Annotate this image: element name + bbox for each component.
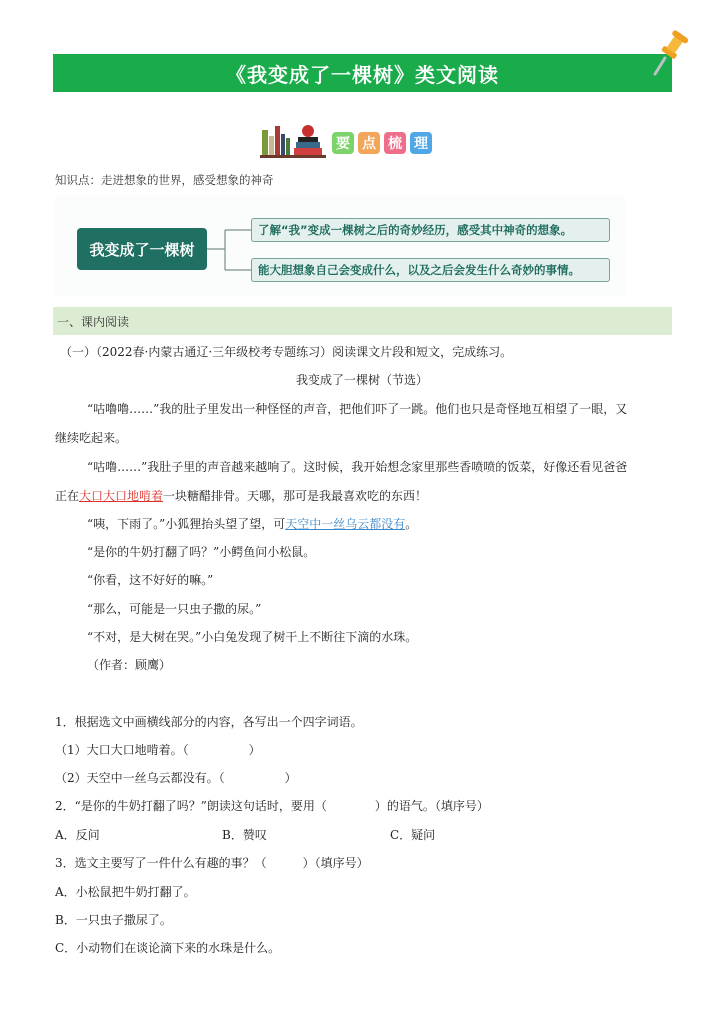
question-3: 3．选文主要写了一件什么有趣的事？（ ）（填序号） (55, 856, 369, 870)
exercise-intro: （一）（2022春·内蒙古通辽·三年级校考专题练习）阅读课文片段和短文，完成练习。 (60, 345, 513, 359)
paragraph (87, 515, 417, 532)
key-point-tile: 点 (358, 132, 380, 154)
paragraph (55, 487, 427, 504)
option-c: C．小动物们在谈论滴下来的水珠是什么。 (55, 941, 281, 955)
text: 一块糖醋排骨。天哪，那可是我最喜欢吃的东西！ (163, 489, 428, 503)
title-banner (53, 54, 672, 92)
underlined-phrase: 天空中一丝乌云都没有 (285, 517, 406, 531)
books-icon (258, 122, 328, 158)
section-heading: 一、课内阅读 (53, 307, 672, 335)
paragraph: “咕噜噜……”我的肚子里发出一种怪怪的声音，把他们吓了一跳。他们也只是奇怪地互相望了一眼，又 (87, 402, 628, 416)
text: 。 (405, 517, 418, 531)
mind-map-root: 我变成了一棵树 (77, 228, 207, 270)
option-b: B．赞叹 (222, 828, 267, 842)
option-c: C．疑问 (390, 828, 436, 842)
key-points-banner (258, 122, 432, 158)
underlined-phrase: 大口大口地啃着 (79, 489, 164, 503)
paragraph: 继续吃起来。 (55, 431, 128, 445)
mind-map-branch: 了解“我”变成一棵树之后的奇妙经历，感受其中神奇的想象。 (251, 218, 610, 242)
passage-title: 我变成了一棵树（节选） (295, 373, 428, 387)
option-a: A．反问 (55, 828, 100, 842)
paragraph: “是你的牛奶打翻了吗？”小鳄鱼问小松鼠。 (87, 545, 316, 559)
question-1-sub-2: （2）天空中一丝乌云都没有。（ ） (55, 771, 297, 785)
mind-map-branch: 能大胆想象自己会变成什么，以及之后会发生什么奇妙的事情。 (251, 258, 610, 282)
knowledge-point: 知识点：走进想象的世界，感受想象的神奇 (55, 173, 274, 187)
text: “咦，下雨了。”小狐狸抬头望了望，可 (87, 517, 286, 531)
option-a: A．小松鼠把牛奶打翻了。 (55, 885, 196, 899)
pushpin-icon (643, 28, 691, 80)
document-title: 《我变成了一棵树》类文阅读 (226, 62, 499, 87)
paragraph: “咕噜……”我肚子里的声音越来越响了。这时候，我开始想念家里那些香喷喷的饭菜，好像还看见爸爸 (87, 460, 628, 474)
question-2: 2．“是你的牛奶打翻了吗？”朗读这句话时，要用（ ）的语气。（填序号） (55, 799, 489, 813)
text: 正在 (55, 489, 80, 503)
option-b: B．一只虫子撒尿了。 (55, 913, 172, 927)
question-1: 1．根据选文中画横线部分的内容，各写出一个四字词语。 (55, 715, 363, 729)
key-point-tile: 要 (332, 132, 354, 154)
key-point-tile: 理 (410, 132, 432, 154)
question-1-sub-1: （1）大口大口地啃着。（ ） (55, 743, 261, 757)
paragraph: “你看，这不好好的嘛。” (87, 573, 214, 587)
paragraph: “不对，是大树在哭。”小白兔发现了树干上不断往下滴的水珠。 (87, 630, 418, 644)
mind-map (55, 196, 625, 296)
author-credit: （作者：顾鹰） (87, 658, 172, 672)
key-point-tile: 梳 (384, 132, 406, 154)
paragraph: “那么，可能是一只虫子撒的尿。” (87, 602, 262, 616)
mind-map-connector (207, 216, 251, 280)
